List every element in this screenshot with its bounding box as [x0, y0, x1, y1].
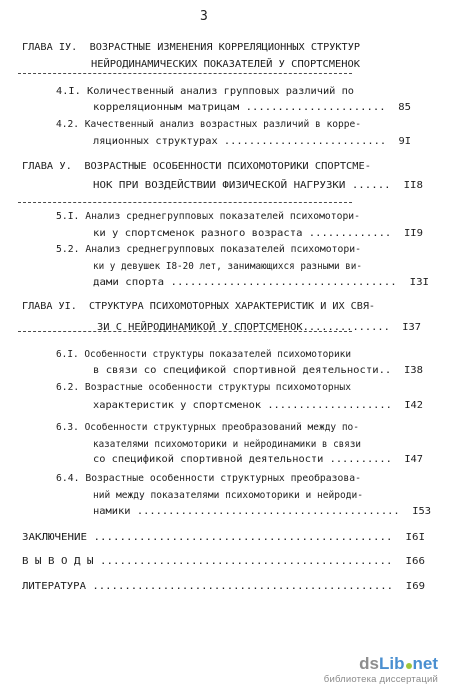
toc-line-s41-t1: 4.I. Количественный анализ групповых различий по [56, 86, 354, 97]
watermark-subtitle: библиотека диссертаций [323, 674, 438, 685]
toc-line-s62-t2: характеристик у спортсменок .................... I42 [93, 400, 424, 411]
toc-line-s52-t3: дами спорта ................................... I3I [93, 277, 429, 288]
watermark [324, 655, 438, 685]
toc-line-s62-t1: 6.2. Возрастные особенности структуры психомоторных [56, 382, 351, 393]
toc-line-ch6-t1: ГЛАВА УI. СТРУКТУРА ПСИХОМОТОРНЫХ ХАРАКТЕРИСТИК И ИХ СВЯ- [22, 301, 375, 312]
toc-line-s63-t1: 6.3. Особенности структурных преобразований между по- [56, 422, 359, 433]
toc-line-s63-t3: со спецификой спортивной деятельности .......... I47 [93, 454, 424, 465]
chapter-divider-5 [18, 202, 352, 203]
toc-line-ch4-t1: ГЛАВА IУ. ВОЗРАСТНЫЕ ИЗМЕНЕНИЯ КОРРЕЛЯЦИОННЫХ СТРУКТУР [22, 42, 360, 53]
chapter-divider-6 [18, 331, 352, 332]
toc-line-s61-t2: в связи со спецификой спортивной деятельности.. I38 [93, 365, 423, 376]
toc-line-concl: ЗАКЛЮЧЕНИЕ .............................................. I6I [22, 532, 425, 543]
toc-line-s64-t2: ний между показателями психомоторики и нейроди- [93, 490, 363, 501]
toc-line-s41-t2: корреляционным матрицам ...................... 85 [93, 102, 411, 113]
toc-line-s42-t2: ляционных структурах .......................... 9I [93, 136, 411, 147]
toc-line-lit: ЛИТЕРАТУРА ............................................... I69 [22, 581, 425, 592]
page-number: 3 [200, 9, 208, 24]
toc-line-s52-t1: 5.2. Анализ среднегрупповых показателей психомотори- [56, 244, 362, 255]
toc-line-s52-t2: ки у девушек I8-20 лет, занимающихся разными ви- [93, 261, 362, 272]
toc-line-s64-t1: 6.4. Возрастные особенности структурных преобразова- [56, 473, 362, 484]
toc-line-s61-t1: 6.I. Особенности структуры показателей психомоторики [56, 349, 351, 360]
toc-line-s63-t2: казателями психомоторики и нейродинамики в связи [93, 439, 361, 450]
toc-line-s51-t2: ки у спортсменок разного возраста ............. II9 [93, 228, 423, 239]
toc-line-s51-t1: 5.I. Анализ среднегрупповых показателей психомотори- [56, 211, 360, 222]
chapter-divider-4 [18, 73, 352, 74]
watermark-logo: ds Lib net [359, 654, 438, 673]
toc-line-ch5-t1: ГЛАВА У. ВОЗРАСТНЫЕ ОСОБЕННОСТИ ПСИХОМОТОРИКИ СПОРТСМЕ- [22, 161, 371, 172]
toc-line-s64-t3: намики .......................................... I53 [93, 506, 431, 517]
toc-line-ch5-t2: НОК ПРИ ВОЗДЕЙСТВИИ ФИЗИЧЕСКОЙ НАГРУЗКИ ...... II8 [93, 180, 423, 191]
toc-line-s42-t1: 4.2. Качественный анализ возрастных различий в корре- [56, 119, 361, 130]
toc-line-ch6-t2: ЗИ С НЕЙРОДИНАМИКОЙ У СПОРТСМЕНОК.............. I37 [97, 322, 421, 333]
toc-line-vyv: В Ы В О Д Ы ............................................. I66 [22, 556, 425, 567]
toc-line-ch4-t2: НЕЙРОДИНАМИЧЕСКИХ ПОКАЗАТЕЛЕЙ У СПОРТСМЕНОК [91, 59, 360, 70]
